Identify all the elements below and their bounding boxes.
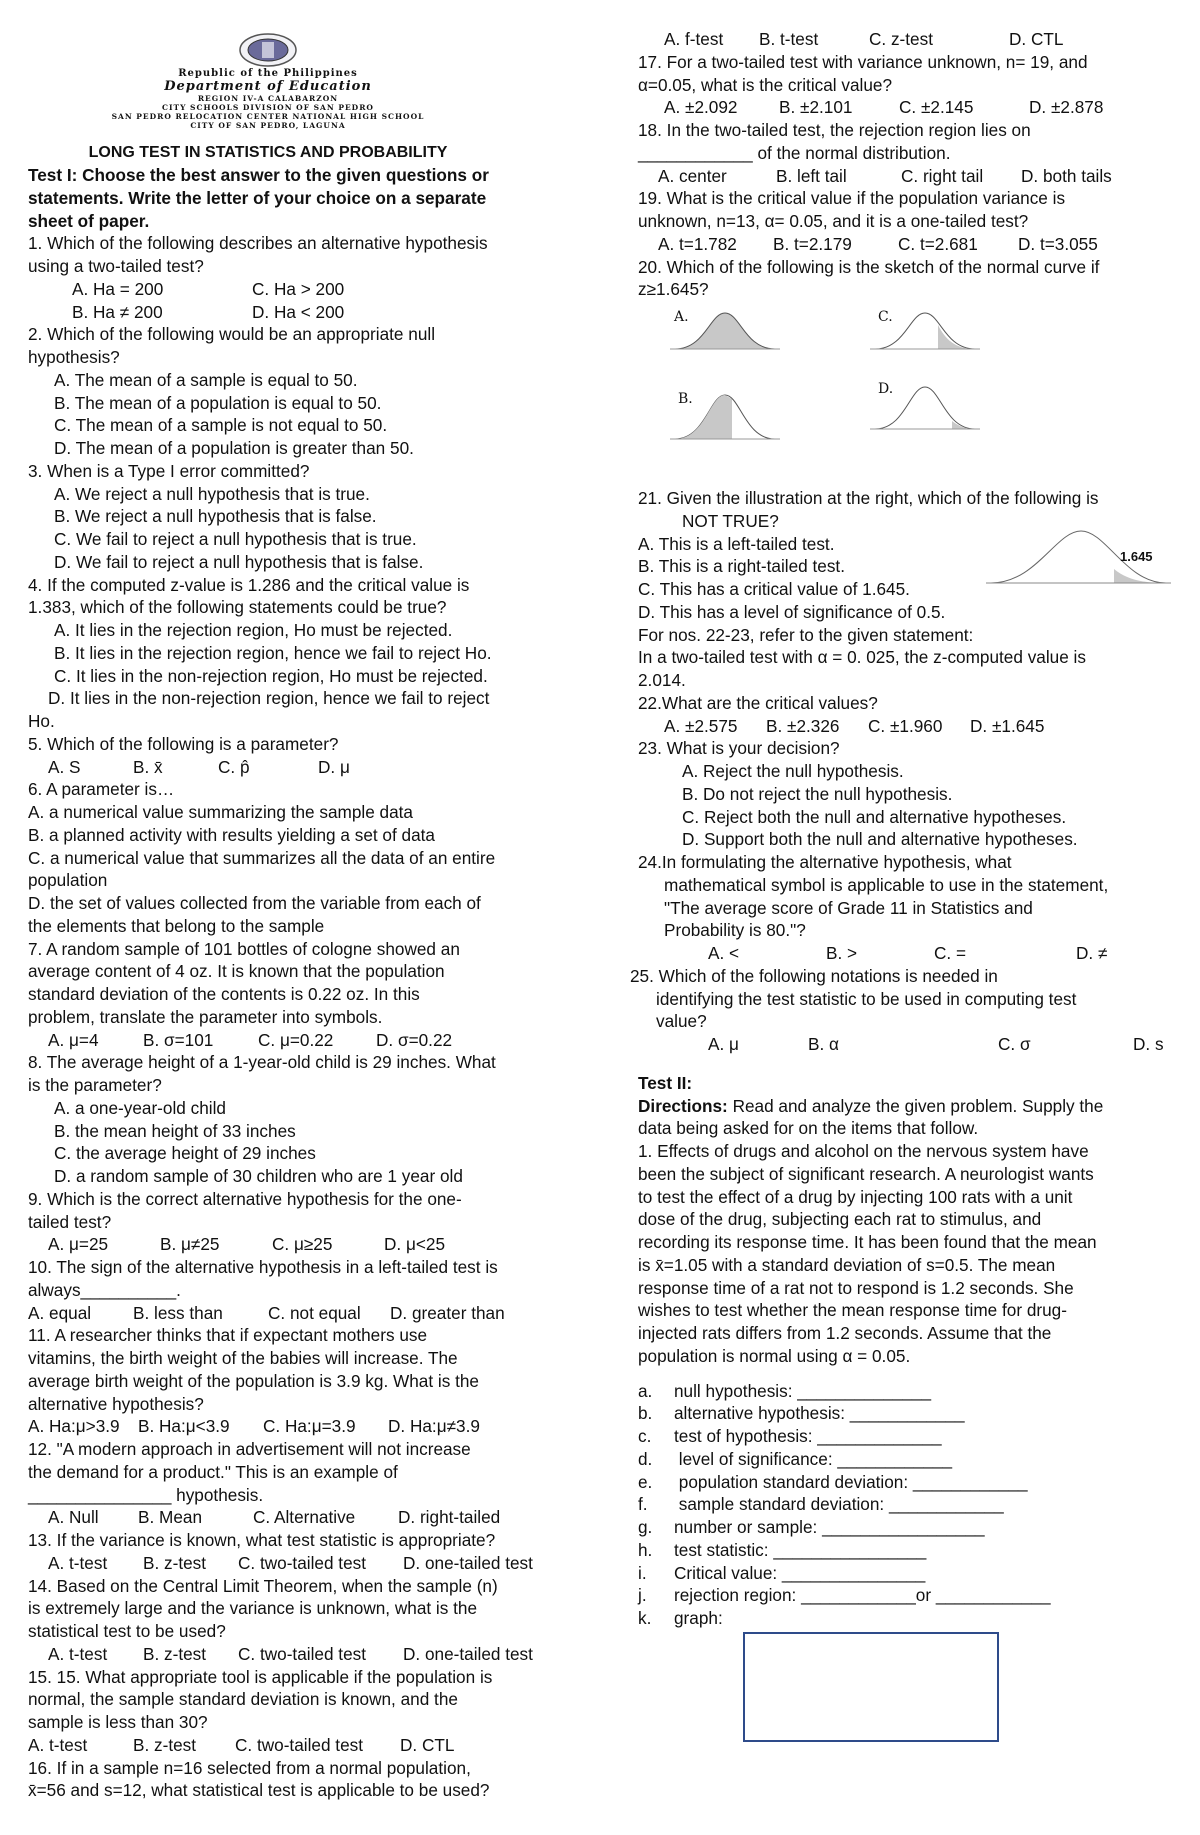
question-line: A. This is a left-tailed test.	[638, 533, 835, 554]
question-line: tailed test?	[28, 1211, 112, 1232]
curve-b-icon	[670, 389, 780, 449]
answer-choice: D. μ<25	[384, 1234, 446, 1255]
question-line: z≥1.645?	[638, 279, 709, 300]
question-line: α=0.05, what is the critical value?	[638, 74, 893, 95]
question-line: sample is less than 30?	[28, 1712, 208, 1732]
header-region: REGION IV-A CALABARZON	[197, 94, 339, 103]
answer-choice: C. two-tailed test	[238, 1552, 366, 1573]
answer-choice: C. μ≥25	[272, 1234, 333, 1255]
answer-choice: B. Ha:μ<3.9	[138, 1416, 230, 1437]
question-line: In a two-tailed test with α = 0. 025, the z-computed value is	[638, 647, 1086, 668]
answer-choices-row	[638, 28, 1178, 51]
answer-choice: D. CTL	[400, 1734, 455, 1755]
question-line: average birth weight of the population is 3.9 kg. What is the	[28, 1370, 479, 1391]
problem-line: 1. Effects of drugs and alcohol on the nervous system have	[638, 1141, 1089, 1161]
answer-choice: B. t=2.179	[773, 233, 852, 254]
answer-choice: D. right-tailed	[398, 1507, 501, 1528]
question-line: the elements that belong to the sample	[28, 915, 325, 936]
question-line: A. We reject a null hypothesis that is true.	[54, 483, 370, 504]
answer-item[interactable]	[638, 1584, 1178, 1607]
header-division: CITY SCHOOLS DIVISION OF SAN PEDRO	[162, 103, 374, 112]
answer-choice: B. ±2.326	[766, 715, 840, 736]
answer-choice: A. μ=25	[48, 1234, 109, 1255]
test2-problem	[638, 1140, 1178, 1368]
answer-choice: B. x̄	[133, 756, 163, 777]
test1-instructions-3: sheet of paper.	[28, 210, 150, 231]
question-line: D. Support both the null and alternative hypotheses.	[682, 829, 1078, 850]
answer-choice: D. ≠	[1076, 943, 1108, 963]
question-line: 2.014.	[638, 670, 686, 690]
answer-item-label: null hypothesis: ______________	[674, 1380, 932, 1401]
question-line: C. It lies in the non-rejection region, Ho must be rejected.	[54, 665, 488, 686]
answer-item[interactable]	[638, 1539, 1178, 1562]
q21-critical-label: 1.645	[1120, 549, 1153, 564]
left-column	[28, 0, 573, 1802]
answer-item-label: rejection region: ____________or ____________	[674, 1585, 1051, 1606]
question-line: 3. When is a Type I error committed?	[28, 460, 310, 481]
answer-choice: C. ±1.960	[868, 715, 943, 736]
answer-choice: C. two-tailed test	[235, 1734, 363, 1755]
curve-label-c: C.	[878, 309, 893, 325]
answer-choice: B. z-test	[133, 1734, 197, 1755]
header-republic: Republic of the Philippines	[178, 68, 358, 79]
answer-choice: C. Alternative	[253, 1507, 356, 1528]
answer-choice: D. both tails	[1021, 165, 1112, 186]
answer-item-label: level of significance: ____________	[674, 1448, 953, 1469]
question-line: 16. If in a sample n=16 selected from a normal population,	[28, 1757, 471, 1778]
answer-choice: D. one-tailed test	[403, 1552, 533, 1573]
question-line: B. Do not reject the null hypothesis.	[682, 783, 953, 804]
answer-choice: A. <	[708, 943, 740, 963]
answer-choice: C. Ha > 200	[252, 278, 345, 299]
question-line: x̄=56 and s=12, what statistical test is applicable to be used?	[28, 1780, 490, 1801]
answer-choice: C. right tail	[901, 165, 984, 186]
test2-items	[638, 1380, 1178, 1630]
question-line: the demand for a product." This is an example of	[28, 1461, 398, 1482]
answer-item[interactable]	[638, 1402, 1178, 1425]
answer-choice: A. t-test	[48, 1552, 108, 1573]
question-line: B. We reject a null hypothesis that is false.	[54, 506, 377, 527]
answer-choice: A. Ha:μ>3.9	[28, 1416, 120, 1437]
question-line: A. It lies in the rejection region, Ho must be rejected.	[54, 620, 453, 640]
answer-choice: C. t=2.681	[898, 233, 978, 254]
answer-choice: A. t-test	[48, 1643, 108, 1664]
question-line: is extremely large and the variance is unknown, what is the	[28, 1598, 478, 1619]
question-line: standard deviation of the contents is 0.22 oz. In this	[28, 984, 420, 1004]
answer-item[interactable]	[638, 1607, 1178, 1630]
question-line: problem, translate the parameter into symbols.	[28, 1006, 383, 1027]
answer-choices-row	[28, 278, 573, 301]
question-line: statistical test to be used?	[28, 1621, 226, 1641]
answer-item[interactable]	[638, 1471, 1178, 1494]
question-line: alternative hypothesis?	[28, 1393, 204, 1414]
question-line: 5. Which of the following is a parameter?	[28, 733, 339, 754]
question-line: 25. Which of the following notations is needed in	[630, 965, 998, 986]
answer-item-label: test of hypothesis: _____________	[674, 1426, 942, 1446]
deped-seal-icon	[238, 32, 298, 68]
answer-choices-row	[28, 1233, 573, 1256]
question-line: 9. Which is the correct alternative hypothesis for the one-	[28, 1188, 462, 1209]
answer-choices-row	[638, 233, 1178, 256]
answer-choices-row	[28, 1415, 573, 1438]
question-line: C. a numerical value that summarizes all the data of an entire	[28, 847, 496, 868]
q20-curve-options	[638, 301, 1178, 487]
question-line: 4. If the computed z-value is 1.286 and the critical value is	[28, 574, 470, 595]
curve-c-icon	[870, 309, 980, 359]
problem-line: been the subject of significant research. A neurologist wants	[638, 1163, 1094, 1184]
question-line: 20. Which of the following is the sketch of the normal curve if	[638, 256, 1100, 277]
question-line: B. a planned activity with results yielding a set of data	[28, 824, 435, 845]
answer-choices-row	[638, 1033, 1178, 1056]
question-line: A. Reject the null hypothesis.	[682, 761, 904, 781]
answer-choice: A. Ha = 200	[72, 278, 164, 299]
curve-d-icon	[870, 381, 980, 441]
test1-instructions-1: Test I: Choose the best answer to the given questions or	[28, 165, 489, 185]
question-line: 6. A parameter is…	[28, 779, 175, 800]
answer-choice: D. Ha:μ≠3.9	[388, 1416, 480, 1437]
problem-line: injected rats differs from 1.2 seconds. Assume that the	[638, 1323, 1052, 1343]
answer-item-key: h.	[638, 1539, 653, 1560]
answer-item-key: f.	[638, 1494, 648, 1515]
question-line: ____________ of the normal distribution.	[638, 142, 951, 163]
answer-item-label: Critical value: _______________	[674, 1562, 926, 1583]
question-line: 7. A random sample of 101 bottles of cologne showed an	[28, 938, 460, 959]
test1-questions-left	[28, 232, 573, 1802]
right-column	[630, 0, 1178, 1740]
answer-choice: A. equal	[28, 1302, 92, 1323]
question-line: always__________.	[28, 1279, 181, 1300]
answer-choices-row	[28, 1029, 573, 1052]
answer-choice: A. center	[658, 165, 727, 186]
answer-choice: A. μ=4	[48, 1029, 99, 1050]
question-line: D. This has a level of significance of 0.5.	[638, 601, 946, 622]
question-line: 1.383, which of the following statements could be true?	[28, 597, 447, 618]
answer-choice: A. t=1.782	[658, 233, 737, 254]
answer-choice: C. ±2.145	[899, 97, 974, 118]
test1-instructions-2: statements. Write the letter of your choice on a separate	[28, 187, 487, 208]
question-line: C. the average height of 29 inches	[54, 1143, 316, 1164]
answer-choices-row	[28, 1734, 573, 1757]
answer-choices-row	[28, 301, 573, 324]
question-line: B. the mean height of 33 inches	[54, 1120, 296, 1141]
answer-choice: D. ±2.878	[1029, 97, 1104, 118]
answer-choices-row	[638, 96, 1178, 119]
question-line: 13. If the variance is known, what test statistic is appropriate?	[28, 1530, 496, 1550]
answer-item[interactable]	[638, 1448, 1178, 1471]
test1-questions-right-mid	[630, 487, 1178, 1056]
answer-choice: A. f-test	[664, 29, 724, 49]
question-line: A. a numerical value summarizing the sample data	[28, 802, 413, 822]
answer-item-key: g.	[638, 1517, 653, 1537]
answer-choices-row	[28, 1302, 573, 1325]
answer-choices-row	[638, 715, 1178, 738]
page-title: LONG TEST IN STATISTICS AND PROBABILITY	[88, 144, 448, 161]
answer-choice: B. z-test	[143, 1643, 207, 1664]
question-line: 11. A researcher thinks that if expectant mothers use	[28, 1325, 428, 1346]
question-line: D. The mean of a population is greater than 50.	[54, 438, 414, 458]
problem-line: wishes to test whether the mean response time for drug-	[638, 1300, 1067, 1321]
header-city: CITY OF SAN PEDRO, LAGUNA	[190, 121, 346, 130]
question-line: B. It lies in the rejection region, hence we fail to reject Ho.	[54, 642, 492, 663]
answer-choice: C. σ	[998, 1034, 1031, 1054]
answer-choice: A. S	[48, 756, 81, 777]
test1-questions-right-top	[638, 28, 1178, 301]
answer-choice: C. not equal	[268, 1302, 361, 1323]
problem-line: is x̄=1.05 with a standard deviation of s=0.5. The mean	[638, 1254, 1056, 1275]
question-line: 14. Based on the Central Limit Theorem, when the sample (n)	[28, 1575, 498, 1596]
answer-choice: D. ±1.645	[970, 715, 1045, 736]
answer-choice: D. greater than	[390, 1302, 505, 1323]
answer-choice: C. z-test	[869, 29, 933, 49]
question-line: unknown, n=13, α= 0.05, and it is a one-tailed test?	[638, 211, 1029, 231]
answer-item-label: alternative hypothesis: ____________	[674, 1403, 965, 1424]
answer-item-key: b.	[638, 1403, 653, 1424]
problem-line: response time of a rat not to respond is 1.2 seconds. She	[638, 1277, 1074, 1298]
answer-choice: C. μ=0.22	[258, 1029, 334, 1050]
answer-choices-row	[28, 756, 573, 779]
question-line: For nos. 22-23, refer to the given statement:	[638, 624, 974, 645]
answer-item-key: d.	[638, 1448, 653, 1469]
answer-item-key: k.	[638, 1608, 652, 1628]
answer-choices-row	[28, 1506, 573, 1529]
curve-label-b: B.	[678, 391, 693, 407]
answer-choices-row	[28, 1552, 573, 1575]
answer-item-key: j.	[638, 1585, 647, 1606]
question-line: Ho.	[28, 711, 55, 731]
question-line: 23. What is your decision?	[638, 738, 840, 759]
question-line: using a two-tailed test?	[28, 256, 204, 276]
header-department: Department of Education	[164, 79, 372, 94]
answer-item-label: test statistic: ________________	[674, 1539, 927, 1560]
answer-choice: D. one-tailed test	[403, 1643, 533, 1664]
question-line: population	[28, 870, 108, 891]
answer-item-key: i.	[638, 1562, 647, 1583]
answer-item[interactable]	[638, 1516, 1178, 1539]
question-line: D. the set of values collected from the variable from each of	[28, 893, 481, 913]
answer-choice: D. CTL	[1009, 29, 1064, 49]
answer-item-key: c.	[638, 1426, 652, 1446]
problem-line: dose of the drug, subjecting each rat to stimulus, and	[638, 1209, 1042, 1230]
answer-item-label: number or sample: _________________	[674, 1517, 985, 1537]
school-header	[28, 32, 508, 130]
curve-a-icon	[670, 309, 780, 359]
question-line: average content of 4 oz. It is known that the population	[28, 961, 445, 982]
question-line: D. a random sample of 30 children who are 1 year old	[54, 1166, 463, 1186]
question-line: 18. In the two-tailed test, the rejection region lies on	[638, 120, 1031, 140]
answer-choice: B. t-test	[759, 29, 819, 49]
answer-choice: B. ±2.101	[779, 97, 853, 118]
test2-heading: Test II:	[638, 1072, 693, 1093]
curve-label-a: A.	[674, 309, 689, 325]
question-line: normal, the sample standard deviation is known, and the	[28, 1689, 458, 1710]
question-line: "The average score of Grade 11 in Statistics and	[664, 897, 1033, 918]
question-line: 10. The sign of the alternative hypothesis in a left-tailed test is	[28, 1257, 498, 1277]
answer-item-key: a.	[638, 1380, 653, 1401]
question-line: 22.What are the critical values?	[638, 692, 878, 713]
problem-line: population is normal using α = 0.05.	[638, 1345, 911, 1366]
question-line: B. This is a right-tailed test.	[638, 556, 845, 577]
question-line: 17. For a two-tailed test with variance unknown, n= 19, and	[638, 51, 1088, 72]
answer-choice: A. μ	[708, 1034, 739, 1054]
answer-choice: B. less than	[133, 1302, 223, 1323]
question-line: mathematical symbol is applicable to use in the statement,	[664, 874, 1109, 895]
answer-item-key: e.	[638, 1471, 653, 1492]
answer-choice: C. Ha:μ=3.9	[263, 1416, 356, 1437]
answer-choice: B. σ=101	[143, 1029, 214, 1050]
question-line: A. The mean of a sample is equal to 50.	[54, 369, 358, 390]
answer-choice: D. σ=0.22	[376, 1029, 453, 1050]
question-line: NOT TRUE?	[682, 510, 779, 531]
question-line: C. Reject both the null and alternative hypotheses.	[682, 806, 1067, 827]
answer-item-label: population standard deviation: ____________	[674, 1471, 1028, 1492]
question-line: _______________ hypothesis.	[28, 1484, 264, 1505]
question-line: 12. "A modern approach in advertisement will not increase	[28, 1439, 471, 1459]
answer-item[interactable]	[638, 1425, 1178, 1448]
question-line: Probability is 80."?	[664, 920, 806, 941]
answer-choice: B. Mean	[138, 1507, 203, 1528]
answer-choice: C. =	[934, 943, 966, 963]
question-line: D. It lies in the non-rejection region, hence we fail to reject	[48, 688, 490, 709]
question-line: 2. Which of the following would be an appropriate null	[28, 324, 436, 345]
question-line: 21. Given the illustration at the right, which of the following is	[638, 488, 1099, 508]
answer-choice: B. >	[826, 943, 858, 963]
question-line: value?	[656, 1011, 707, 1032]
answer-choice: B. z-test	[143, 1552, 207, 1573]
test2-directions-label: Directions:	[638, 1095, 728, 1116]
answer-item-label: sample standard deviation: ____________	[674, 1494, 1004, 1515]
answer-choice: A. t-test	[28, 1734, 88, 1755]
answer-choice: D. t=3.055	[1018, 233, 1098, 254]
question-line: identifying the test statistic to be used in computing test	[656, 988, 1077, 1009]
header-school: SAN PEDRO RELOCATION CENTER NATIONAL HIGH SCHOOL	[111, 112, 425, 121]
question-line: 8. The average height of a 1-year-old child is 29 inches. What	[28, 1052, 496, 1073]
answer-choice: A. ±2.575	[664, 715, 738, 736]
answer-choice: B. α	[808, 1034, 839, 1054]
answer-choice: B. μ≠25	[160, 1234, 220, 1255]
answer-choice: D. s	[1133, 1034, 1164, 1054]
question-line: is the parameter?	[28, 1075, 162, 1095]
answer-choice: D. μ	[318, 756, 350, 777]
graph-answer-box[interactable]	[743, 1632, 999, 1742]
question-line: A. a one-year-old child	[54, 1097, 226, 1118]
answer-choice: B. Ha ≠ 200	[72, 301, 163, 322]
question-line: vitamins, the birth weight of the babies will increase. The	[28, 1348, 458, 1368]
question-line: D. We fail to reject a null hypothesis that is false.	[54, 551, 424, 572]
curve-label-d: D.	[878, 381, 894, 397]
answer-choice: C. two-tailed test	[238, 1643, 366, 1664]
test2-directions-2: data being asked for on the items that follow.	[638, 1118, 979, 1139]
answer-item-label: graph:	[674, 1608, 723, 1628]
answer-choice: C. p̂	[218, 756, 250, 777]
question-line: C. The mean of a sample is not equal to 50.	[54, 415, 388, 436]
test2-directions-1: Read and analyze the given problem. Supply the	[732, 1095, 1104, 1116]
question-line: hypothesis?	[28, 347, 120, 367]
answer-choice: A. Null	[48, 1507, 99, 1528]
answer-choices-row	[28, 1643, 573, 1666]
answer-item[interactable]	[638, 1493, 1178, 1516]
answer-item[interactable]	[638, 1380, 1178, 1403]
question-line: 24.In formulating the alternative hypothesis, what	[638, 852, 1012, 872]
answer-choice: D. Ha < 200	[252, 301, 345, 322]
question-line: C. We fail to reject a null hypothesis that is true.	[54, 529, 417, 549]
question-line: 19. What is the critical value if the population variance is	[638, 188, 1066, 209]
question-line: B. The mean of a population is equal to 50.	[54, 392, 382, 413]
answer-choice: A. ±2.092	[664, 97, 738, 118]
answer-item[interactable]	[638, 1562, 1178, 1585]
question-line: 1. Which of the following describes an alternative hypothesis	[28, 233, 488, 254]
question-line: 15. 15. What appropriate tool is applicable if the population is	[28, 1666, 493, 1687]
answer-choices-row	[638, 942, 1178, 965]
answer-choice: B. left tail	[776, 165, 847, 186]
problem-line: recording its response time. It has been found that the mean	[638, 1232, 1097, 1252]
question-line: C. This has a critical value of 1.645.	[638, 579, 910, 599]
answer-choices-row	[638, 165, 1178, 188]
problem-line: to test the effect of a drug by injecting 100 rats with a unit	[638, 1186, 1073, 1207]
